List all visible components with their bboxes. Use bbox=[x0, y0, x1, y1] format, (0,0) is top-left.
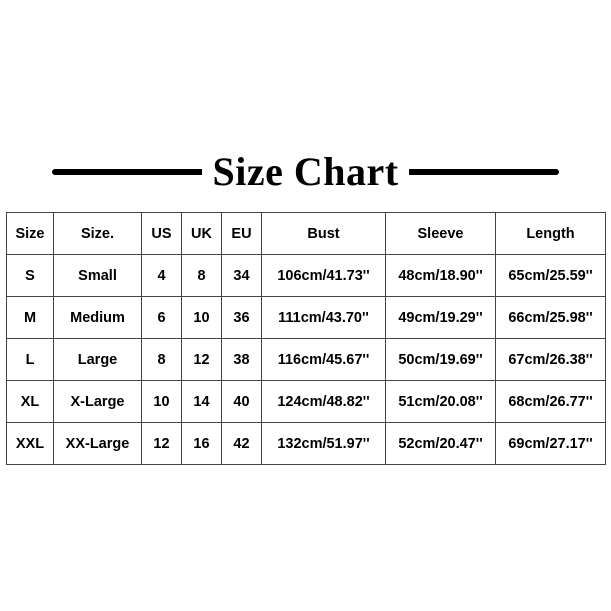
table-row bbox=[7, 381, 606, 423]
cell-us: 6 bbox=[142, 297, 182, 339]
cell-bust: 116cm/45.67'' bbox=[262, 339, 386, 381]
cell-eu: 40 bbox=[222, 381, 262, 423]
column-header-bust: Bust bbox=[262, 213, 386, 255]
cell-length: 69cm/27.17'' bbox=[496, 423, 606, 465]
cell-size-word: X-Large bbox=[54, 381, 142, 423]
cell-eu: 38 bbox=[222, 339, 262, 381]
column-header-size: Size bbox=[7, 213, 54, 255]
cell-length: 68cm/26.77'' bbox=[496, 381, 606, 423]
cell-length: 66cm/25.98'' bbox=[496, 297, 606, 339]
cell-uk: 8 bbox=[182, 255, 222, 297]
cell-length: 67cm/26.38'' bbox=[496, 339, 606, 381]
cell-sleeve: 49cm/19.29'' bbox=[386, 297, 496, 339]
column-header-us: US bbox=[142, 213, 182, 255]
cell-us: 4 bbox=[142, 255, 182, 297]
page-title: Size Chart bbox=[212, 149, 399, 194]
cell-eu: 42 bbox=[222, 423, 262, 465]
cell-uk: 12 bbox=[182, 339, 222, 381]
cell-eu: 34 bbox=[222, 255, 262, 297]
table-header-row bbox=[7, 213, 606, 255]
cell-uk: 14 bbox=[182, 381, 222, 423]
cell-size: M bbox=[7, 297, 54, 339]
cell-bust: 124cm/48.82'' bbox=[262, 381, 386, 423]
cell-sleeve: 52cm/20.47'' bbox=[386, 423, 496, 465]
title-rule-right bbox=[409, 169, 559, 175]
cell-uk: 16 bbox=[182, 423, 222, 465]
column-header-sleeve: Sleeve bbox=[386, 213, 496, 255]
cell-bust: 106cm/41.73'' bbox=[262, 255, 386, 297]
size-chart-table bbox=[6, 212, 606, 465]
cell-sleeve: 50cm/19.69'' bbox=[386, 339, 496, 381]
cell-size: S bbox=[7, 255, 54, 297]
cell-size-word: Small bbox=[54, 255, 142, 297]
cell-size-word: Medium bbox=[54, 297, 142, 339]
column-header-length: Length bbox=[496, 213, 606, 255]
cell-size: L bbox=[7, 339, 54, 381]
cell-bust: 132cm/51.97'' bbox=[262, 423, 386, 465]
size-chart-table-wrap bbox=[6, 212, 605, 465]
column-header-eu: EU bbox=[222, 213, 262, 255]
cell-us: 8 bbox=[142, 339, 182, 381]
cell-size: XXL bbox=[7, 423, 54, 465]
column-header-uk: UK bbox=[182, 213, 222, 255]
table-row bbox=[7, 255, 606, 297]
cell-uk: 10 bbox=[182, 297, 222, 339]
cell-us: 10 bbox=[142, 381, 182, 423]
cell-sleeve: 51cm/20.08'' bbox=[386, 381, 496, 423]
cell-length: 65cm/25.59'' bbox=[496, 255, 606, 297]
cell-us: 12 bbox=[142, 423, 182, 465]
column-header-size-word: Size. bbox=[54, 213, 142, 255]
cell-size-word: Large bbox=[54, 339, 142, 381]
cell-sleeve: 48cm/18.90'' bbox=[386, 255, 496, 297]
title-rule-left bbox=[52, 169, 202, 175]
cell-size: XL bbox=[7, 381, 54, 423]
table-row bbox=[7, 339, 606, 381]
table-row bbox=[7, 423, 606, 465]
cell-eu: 36 bbox=[222, 297, 262, 339]
table-row bbox=[7, 297, 606, 339]
cell-size-word: XX-Large bbox=[54, 423, 142, 465]
cell-bust: 111cm/43.70'' bbox=[262, 297, 386, 339]
title-block bbox=[0, 149, 611, 194]
